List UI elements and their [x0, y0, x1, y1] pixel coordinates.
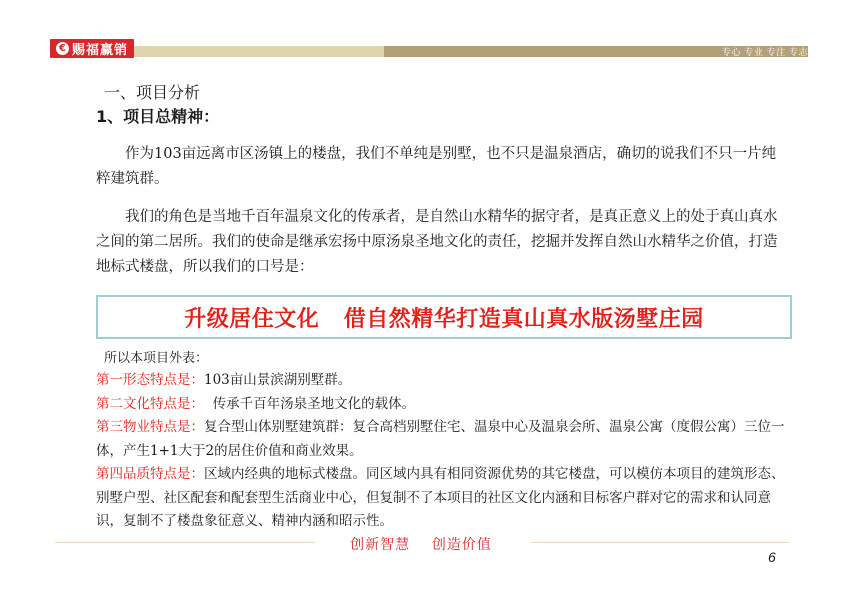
- header-bar-light: [134, 46, 384, 57]
- features-intro: 所以本项目外表：: [104, 351, 209, 366]
- header-slogan: 专心 专业 专注 专志: [721, 48, 808, 58]
- feature-text: 区域内经典的地标式楼盘。同区域内具有相同资源优势的其它楼盘，可以模仿本项目的建筑形态、别墅户型、社区配套和配套型生活商业中心，但复制不了本项目的社区文化内涵和目标客户群对它的需求和认同意识，复制不了楼盘象征意义、精神内涵和昭示性。: [96, 466, 785, 529]
- slogan-box: [96, 295, 792, 339]
- feature-label: 第四品质特点是：: [96, 466, 204, 482]
- brand-logo: [50, 39, 134, 58]
- feature-item: [96, 416, 796, 463]
- feature-label: 第三物业特点是：: [96, 419, 204, 435]
- subsection-heading: 1、项目总精神：: [96, 107, 220, 126]
- feature-item: [96, 463, 796, 534]
- feature-list: [96, 369, 796, 534]
- feature-text: 复合型山体别墅建筑群：复合高档别墅住宅、温泉中心及温泉会所、温泉公寓（度假公寓）三位一体，产生1+1大于2的居住价值和商业效果。: [96, 419, 785, 459]
- logo-text: 赐福赢销: [71, 43, 128, 58]
- feature-label: 第一形态特点是：: [96, 372, 204, 388]
- page-number: 6: [768, 549, 776, 565]
- feature-item: [96, 393, 796, 417]
- feature-text: 传承千百年汤泉圣地文化的载体。: [204, 395, 416, 412]
- footer-slogan: 创新智慧 创造价值: [350, 537, 492, 553]
- paragraph-positioning: 作为103亩远离市区汤镇上的楼盘，我们不单纯是别墅，也不只是温泉酒店，确切的说我们不只一片纯粹建筑群。: [96, 146, 777, 187]
- paragraph-mission: 我们的角色是当地千百年温泉文化的传承者，是自然山水精华的据守者，是真正意义上的处于真山真水之间的第二居所。我们的使命是继承宏扬中原汤泉圣地文化的责任，挖掘并发挥自然山水精华之价值，打造地标式楼盘，所以我们的口号是：: [96, 209, 778, 275]
- project-slogan: 升级居住文化 借自然精华打造真山真水版汤墅庄园: [184, 306, 704, 332]
- feature-text: 103亩山景滨湖别墅群。: [204, 372, 352, 388]
- feature-item: [96, 369, 796, 393]
- feature-label: 第二文化特点是：: [96, 395, 204, 412]
- section-heading: 一、项目分析: [104, 83, 201, 102]
- logo-icon: €: [56, 42, 69, 55]
